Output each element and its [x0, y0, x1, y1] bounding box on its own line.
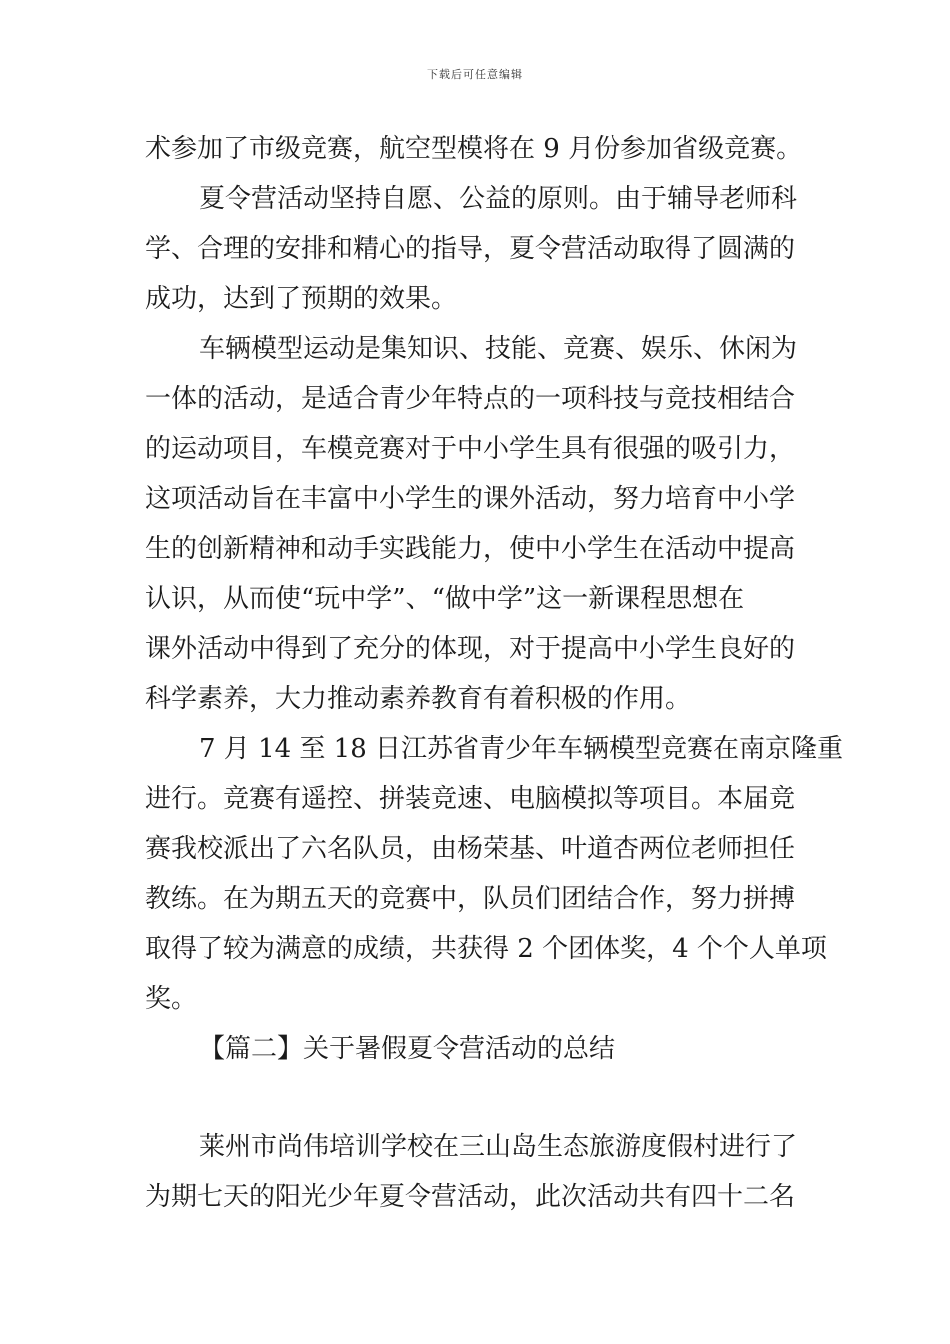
page-header-note: 下载后可任意编辑 — [427, 68, 523, 81]
text-line: 教练。在为期五天的竞赛中，队员们团结合作，努力拼搏 — [145, 884, 796, 914]
text-line: 进行。竞赛有遥控、拼装竞速、电脑模拟等项目。本届竞 — [145, 784, 796, 814]
section-heading: 【篇二】关于暑假夏令营活动的总结 — [199, 1034, 616, 1064]
text-line: 这项活动旨在丰富中小学生的课外活动，努力培育中小学 — [145, 484, 796, 514]
text-line: 认识，从而使“玩中学”、“做中学”这一新课程思想在 — [145, 584, 745, 614]
text-line: 的运动项目，车模竞赛对于中小学生具有很强的吸引力， — [145, 434, 796, 464]
paragraph-2 — [145, 174, 810, 324]
text-line: 赛我校派出了六名队员，由杨荣基、叶道杏两位老师担任 — [145, 834, 796, 864]
text-line: 科学素养，大力推动素养教育有着积极的作用。 — [145, 684, 692, 714]
text-line: 为期七天的阳光少年夏令营活动，此次活动共有四十二名 — [145, 1182, 796, 1212]
text-line: 奖。 — [145, 984, 198, 1014]
paragraph-1 — [145, 124, 810, 174]
text-line: 夏令营活动坚持自愿、公益的原则。由于辅导老师科 — [199, 184, 798, 214]
text-line: 车辆模型运动是集知识、技能、竞赛、娱乐、休闲为 — [199, 334, 798, 364]
paragraph-5 — [145, 1122, 810, 1222]
text-line: 成功，达到了预期的效果。 — [145, 284, 458, 314]
spacer — [145, 1074, 810, 1122]
paragraph-3 — [145, 324, 810, 724]
text-line: 莱州市尚伟培训学校在三山岛生态旅游度假村进行了 — [199, 1132, 798, 1162]
text-line: 课外活动中得到了充分的体现，对于提高中小学生良好的 — [145, 634, 796, 664]
text-line: 取得了较为满意的成绩，共获得 2 个团体奖，4 个个人单项 — [145, 934, 827, 964]
text-line: 一体的活动，是适合青少年特点的一项科技与竞技相结合 — [145, 384, 796, 414]
text-line: 7 月 14 至 18 日江苏省青少年车辆模型竞赛在南京隆重 — [199, 734, 844, 764]
paragraph-4 — [145, 724, 844, 1024]
text-line: 术参加了市级竞赛，航空型模将在 9 月份参加省级竞赛。 — [145, 134, 803, 164]
text-line: 生的创新精神和动手实践能力，使中小学生在活动中提高 — [145, 534, 796, 564]
text-line: 学、合理的安排和精心的指导，夏令营活动取得了圆满的 — [145, 234, 796, 264]
document-body — [145, 124, 844, 1222]
